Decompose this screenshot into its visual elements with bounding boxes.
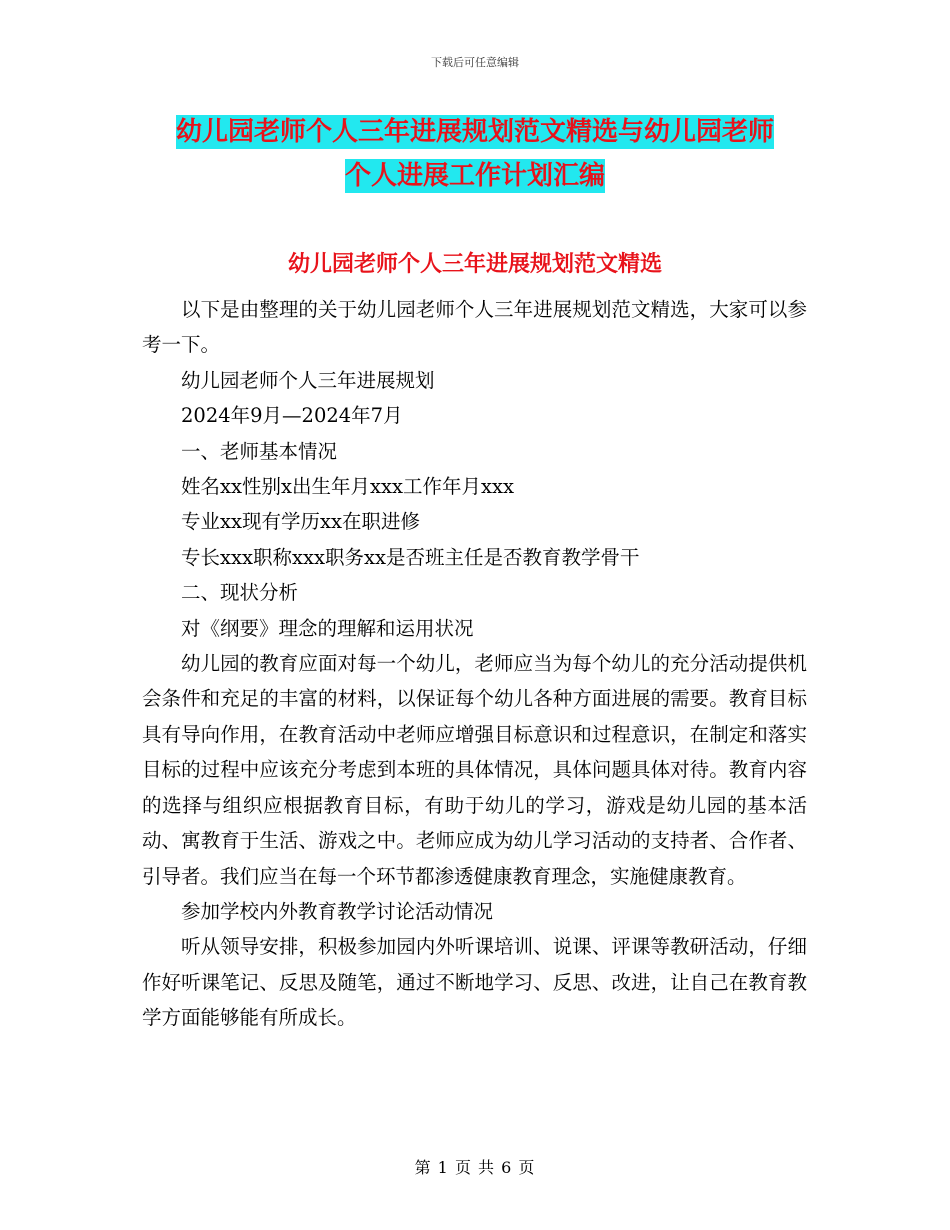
paragraph-plan-title: 幼儿园老师个人三年进展规划 bbox=[181, 368, 435, 392]
section-title: 幼儿园老师个人三年进展规划范文精选 bbox=[287, 252, 662, 277]
paragraph-education-body: 幼儿园的教育应面对每一个幼儿，老师应当为每个幼儿的充分活动提供机会条件和充足的丰富的材料，以保证每个幼儿各种方面进展的需要。教育目标具有导向作用，在教育活动中老师应增强目标意识和过程意识，在制定和落实目标的过程中应该充分考虑到本班的具体情况，具体问题具体对待。教育内容的选择与组织应根据教育目标，有助于幼儿的学习，游戏是幼儿园的基本活动、寓教育于生活、游戏之中。老师应成为幼儿学习活动的支持者、合作者、引导者。我们应当在每一个环节都渗透健康教育理念，实施健康教育。 bbox=[142, 652, 807, 888]
paragraph-major-info: 专业xx现有学历xx在职进修 bbox=[181, 510, 420, 534]
document-body bbox=[142, 292, 807, 1036]
header-note: 下载后可任意编辑 bbox=[431, 56, 519, 69]
paragraph-research-activities: 参加学校内外教育教学讨论活动情况 bbox=[181, 899, 494, 923]
main-title bbox=[140, 110, 810, 198]
paragraph-name-info: 姓名xx性别x出生年月xxx工作年月xxx bbox=[181, 475, 514, 499]
paragraph-intro: 以下是由整理的关于幼儿园老师个人三年进展规划范文精选，大家可以参考一下。 bbox=[142, 298, 807, 357]
paragraph-specialty-info: 专长xxx职称xxx职务xx是否班主任是否教育教学骨干 bbox=[181, 545, 640, 569]
main-title-line-2: 个人进展工作计划汇编 bbox=[344, 161, 605, 191]
paragraph-outline-understanding: 对《纲要》理念的理解和运用状况 bbox=[181, 616, 474, 640]
main-title-line-1: 幼儿园老师个人三年进展规划范文精选与幼儿园老师 bbox=[175, 117, 774, 147]
heading-status-analysis: 二、现状分析 bbox=[181, 581, 299, 605]
paragraph-date-range: 2024年9月—2024年7月 bbox=[181, 404, 403, 428]
heading-basic-info: 一、老师基本情况 bbox=[181, 439, 338, 463]
page-footer: 第 1 页 共 6 页 bbox=[414, 1158, 536, 1177]
paragraph-research-body: 听从领导安排，积极参加园内外听课培训、说课、评课等教研活动，仔细作好听课笔记、反思及随笔，通过不断地学习、反思、改进，让自己在教育教学方面能够能有所成长。 bbox=[142, 935, 807, 1030]
